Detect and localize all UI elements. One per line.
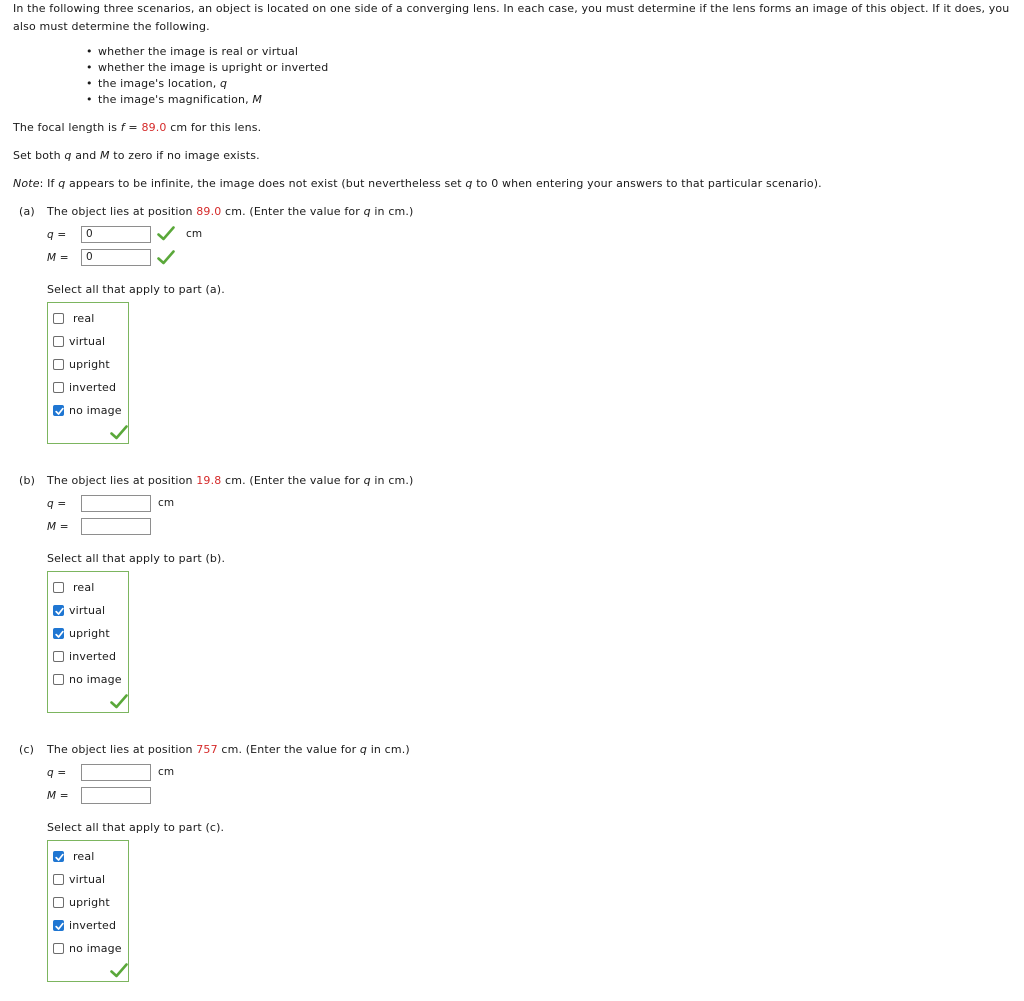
q-label: q = — [47, 498, 67, 510]
select-instruction: Select all that apply to part (a). — [47, 283, 225, 296]
checkbox-icon[interactable] — [53, 582, 64, 593]
m-input[interactable] — [81, 787, 151, 804]
option-label: inverted — [69, 650, 117, 663]
q-input[interactable] — [81, 764, 151, 781]
checkbox-icon[interactable] — [53, 897, 64, 908]
q-input[interactable] — [81, 495, 151, 512]
checkbox-icon[interactable] — [53, 628, 64, 639]
q-label: q = — [47, 767, 67, 779]
options-box — [47, 571, 129, 713]
part-label: (a) — [19, 205, 35, 218]
select-instruction: Select all that apply to part (c). — [47, 821, 225, 834]
select-instruction: Select all that apply to part (b). — [47, 552, 226, 565]
m-label: M = — [47, 521, 69, 533]
option-label: virtual — [69, 335, 106, 348]
list-item: • whether the image is upright or inverted — [86, 60, 328, 76]
options-box — [47, 840, 129, 982]
checkbox-icon[interactable] — [53, 851, 64, 862]
focal-length-value: 89.0 — [141, 121, 167, 134]
q-input[interactable]: 0 — [81, 226, 151, 243]
checkbox-icon[interactable] — [53, 943, 64, 954]
checkbox-icon[interactable] — [53, 359, 64, 370]
checkbox-icon[interactable] — [53, 382, 64, 393]
m-input[interactable] — [81, 518, 151, 535]
option-label: upright — [69, 896, 110, 909]
checkbox-icon[interactable] — [53, 313, 64, 324]
m-input[interactable]: 0 — [81, 249, 151, 266]
option-label: real — [73, 581, 95, 594]
option-label: inverted — [69, 919, 117, 932]
object-position-value: 89.0 — [196, 205, 222, 218]
option-label: upright — [69, 358, 110, 371]
option-label: no image — [69, 404, 122, 417]
options-box — [47, 302, 129, 444]
part-prompt: The object lies at position 19.8 cm. (Enter the value for q in cm.) — [47, 474, 414, 487]
focal-length-text: The focal length is f = 89.0 cm for this lens. — [13, 121, 262, 134]
checkmark-icon — [110, 694, 128, 712]
checkmark-icon — [110, 963, 128, 981]
requirements-list — [86, 44, 328, 108]
list-item: • the image's magnification, M — [86, 92, 328, 108]
part-label: (b) — [19, 474, 36, 487]
option-label: real — [73, 312, 95, 325]
checkbox-icon[interactable] — [53, 651, 64, 662]
list-item: • whether the image is real or virtual — [86, 44, 328, 60]
option-label: virtual — [69, 873, 106, 886]
checkbox-icon[interactable] — [53, 674, 64, 685]
checkmark-icon — [110, 425, 128, 443]
m-label: M = — [47, 790, 69, 802]
object-position-value: 757 — [196, 743, 218, 756]
q-unit: cm — [186, 228, 203, 240]
checkbox-icon[interactable] — [53, 336, 64, 347]
part-prompt: The object lies at position 757 cm. (Enter the value for q in cm.) — [47, 743, 410, 756]
option-label: upright — [69, 627, 110, 640]
q-label: q = — [47, 229, 67, 241]
option-label: no image — [69, 673, 122, 686]
zero-instruction-text: Set both q and M to zero if no image exists. — [13, 149, 260, 162]
q-unit: cm — [158, 497, 175, 509]
list-item: • the image's location, q — [86, 76, 328, 92]
option-label: virtual — [69, 604, 106, 617]
checkmark-icon — [157, 226, 175, 244]
checkbox-icon[interactable] — [53, 405, 64, 416]
object-position-value: 19.8 — [196, 474, 222, 487]
option-label: real — [73, 850, 95, 863]
option-label: no image — [69, 942, 122, 955]
part-label: (c) — [19, 743, 35, 756]
part-prompt: The object lies at position 89.0 cm. (Enter the value for q in cm.) — [47, 205, 414, 218]
m-label: M = — [47, 252, 69, 264]
checkbox-icon[interactable] — [53, 920, 64, 931]
checkmark-icon — [157, 250, 175, 268]
option-label: inverted — [69, 381, 117, 394]
problem-statement: In the following three scenarios, an object is located on one side of a converging lens. In each case, you must determine if the lens forms an image of this object. If it does, you also must determine the following. — [13, 2, 1010, 33]
checkbox-icon[interactable] — [53, 874, 64, 885]
note-text: Note: If q appears to be infinite, the image does not exist (but nevertheless set q to 0 when entering your answers to that particular scenario). — [13, 177, 822, 190]
q-unit: cm — [158, 766, 175, 778]
checkbox-icon[interactable] — [53, 605, 64, 616]
